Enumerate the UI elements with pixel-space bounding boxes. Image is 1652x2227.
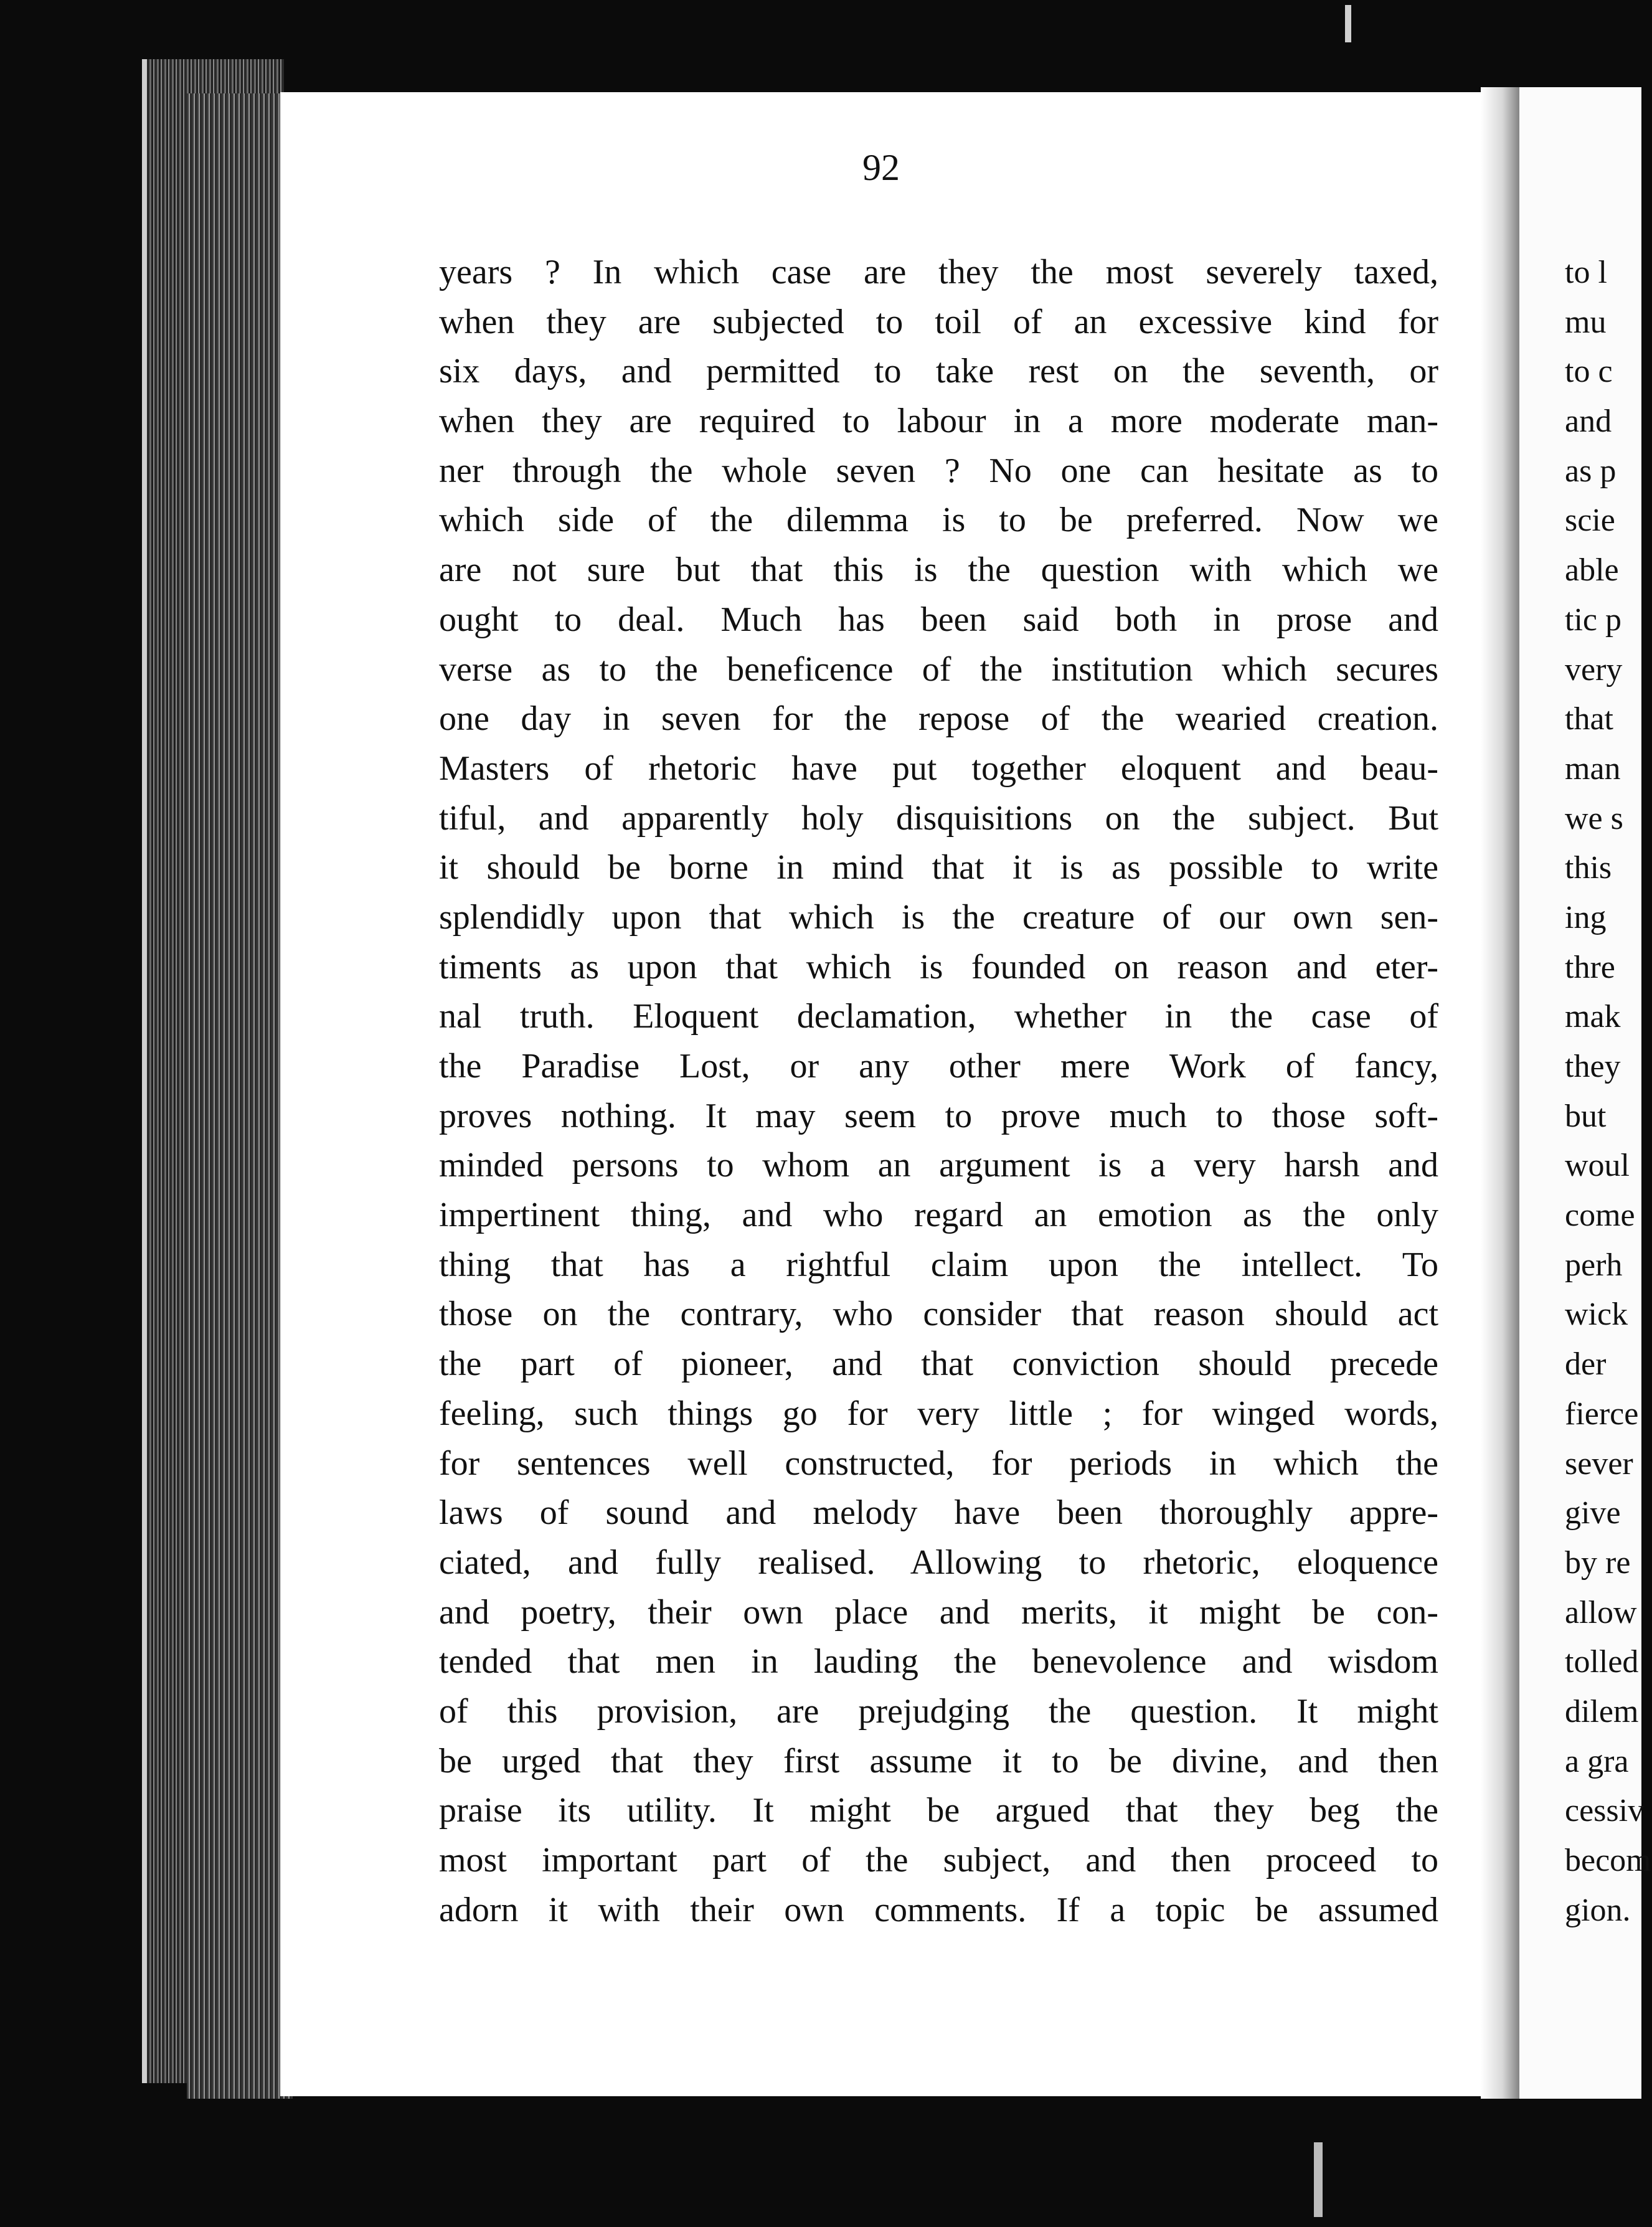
- right-text-line: mu: [1565, 304, 1607, 340]
- right-text-line: and: [1565, 404, 1612, 440]
- right-text-line: der: [1565, 1346, 1607, 1383]
- scan-speck: [1345, 5, 1351, 42]
- text-line: those on the contrary, who consider that reason should act: [439, 1295, 1438, 1334]
- text-line: timents as upon that which is founded on reason and eter-: [439, 947, 1438, 986]
- text-line: when they are subjected to toil of an excessive kind for: [439, 302, 1438, 341]
- right-text-line: able: [1565, 552, 1619, 589]
- text-line: Masters of rhetoric have put together eloquent and beau-: [439, 749, 1438, 788]
- text-line: are not sure but that this is the question with which we: [439, 551, 1438, 590]
- right-text-line: to c: [1565, 354, 1613, 390]
- right-text-line: that: [1565, 701, 1613, 737]
- text-line: when they are required to labour in a more moderate man-: [439, 402, 1438, 441]
- right-text-line: they: [1565, 1049, 1621, 1084]
- text-line: proves nothing. It may seem to prove much to those soft-: [439, 1096, 1438, 1135]
- text-line: be urged that they first assume it to be divine, and then: [439, 1741, 1438, 1780]
- page-number: 92: [862, 147, 900, 188]
- right-text-line: come: [1565, 1198, 1635, 1234]
- text-line: years ? In which case are they the most severely taxed,: [439, 253, 1438, 291]
- scan-speck: [1314, 2142, 1323, 2217]
- right-text-line: gion.: [1565, 1892, 1631, 1928]
- right-text-line: a gra: [1565, 1743, 1629, 1779]
- right-text-line: allow: [1565, 1594, 1637, 1630]
- text-line: the part of pioneer, and that conviction should precede: [439, 1345, 1438, 1384]
- text-line: adorn it with their own comments. If a topic be assumed: [439, 1890, 1438, 1929]
- page-text: [439, 248, 1438, 1935]
- text-line: one day in seven for the repose of the wearied creation.: [439, 699, 1438, 739]
- text-line: praise its utility. It might be argued that they beg the: [439, 1791, 1438, 1830]
- right-text-line: dilem: [1565, 1693, 1639, 1729]
- right-text-line: to l: [1565, 255, 1607, 290]
- book-gutter: [1481, 87, 1524, 2099]
- right-text-line: mak: [1565, 999, 1621, 1035]
- right-text-line: man: [1565, 750, 1621, 787]
- text-line: feeling, such things go for very little ; for winged words,: [439, 1394, 1438, 1433]
- right-text-line: we s: [1565, 800, 1623, 836]
- right-text-line: fierce: [1565, 1396, 1639, 1432]
- right-text-line: ing: [1565, 899, 1607, 935]
- text-line: which side of the dilemma is to be preferred. Now we: [439, 501, 1438, 540]
- text-line: ner through the whole seven ? No one can hesitate as to: [439, 451, 1438, 490]
- text-line: for sentences well constructed, for periods in which the: [439, 1444, 1438, 1483]
- right-text-line: scie: [1565, 503, 1615, 539]
- right-text-line: woul: [1565, 1148, 1630, 1184]
- right-text-line: sever: [1565, 1445, 1633, 1482]
- right-text-line: tolled: [1565, 1644, 1639, 1680]
- text-line: thing that has a rightful claim upon the intellect. To: [439, 1245, 1438, 1284]
- right-text-line: as p: [1565, 453, 1617, 489]
- text-line: six days, and permitted to take rest on the seventh, or: [439, 352, 1438, 391]
- right-text-line: wick: [1565, 1297, 1628, 1333]
- right-text-line: give: [1565, 1495, 1621, 1531]
- text-line: the Paradise Lost, or any other mere Work of fancy,: [439, 1047, 1438, 1085]
- right-text-line: very: [1565, 651, 1623, 688]
- right-text-line: tic p: [1565, 602, 1621, 638]
- text-line: ciated, and fully realised. Allowing to rhetoric, eloquence: [439, 1543, 1438, 1582]
- text-line: minded persons to whom an argument is a very harsh and: [439, 1146, 1438, 1185]
- text-line: tiful, and apparently holy disquisitions on the subject. But: [439, 798, 1438, 838]
- right-page-text: [1565, 248, 1652, 1935]
- text-line: of this provision, are prejudging the question. It might: [439, 1691, 1438, 1731]
- right-text-line: this: [1565, 850, 1612, 886]
- right-text-line: by re: [1565, 1544, 1631, 1581]
- text-line: tended that men in lauding the benevolence and wisdom: [439, 1642, 1438, 1681]
- text-line: splendidly upon that which is the creature of our own sen-: [439, 897, 1438, 937]
- text-line: laws of sound and melody have been thoroughly appre-: [439, 1493, 1438, 1533]
- right-text-line: thre: [1565, 949, 1615, 985]
- right-text-line: cessiv: [1565, 1793, 1645, 1829]
- text-line: it should be borne in mind that it is as possible to write: [439, 848, 1438, 887]
- book-page-edges-inner: [187, 93, 293, 2099]
- right-text-line: perh: [1565, 1247, 1623, 1283]
- text-line: ought to deal. Much has been said both in prose and: [439, 600, 1438, 639]
- text-line: nal truth. Eloquent declamation, whether in the case of: [439, 997, 1438, 1036]
- text-line: verse as to the beneficence of the institution which secures: [439, 650, 1438, 689]
- text-line: and poetry, their own place and merits, it might be con-: [439, 1592, 1438, 1632]
- text-line: most important part of the subject, and then proceed to: [439, 1841, 1438, 1879]
- right-text-line: becom: [1565, 1843, 1651, 1878]
- right-text-line: but: [1565, 1098, 1607, 1134]
- text-line: impertinent thing, and who regard an emotion as the only: [439, 1196, 1438, 1235]
